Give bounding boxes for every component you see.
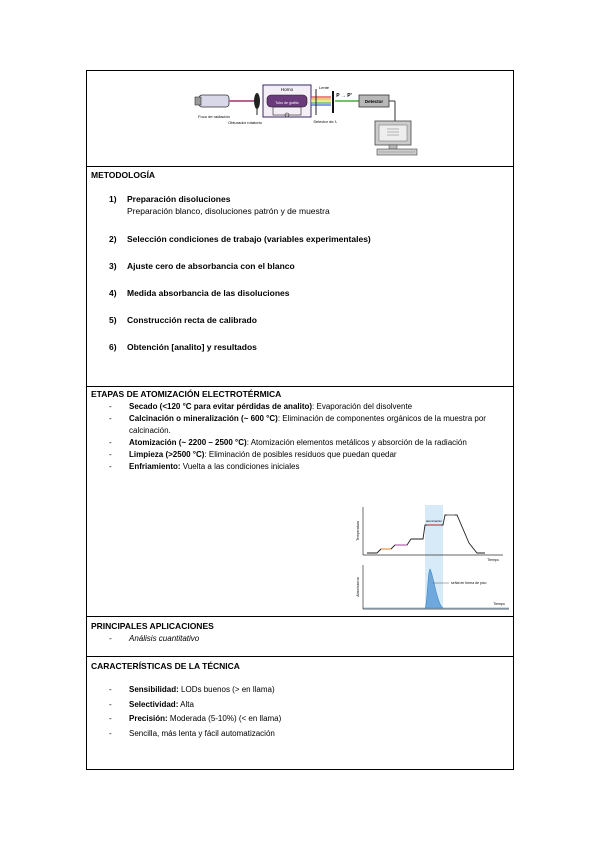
bottom-xlabel: Tiempo xyxy=(493,602,505,606)
chopper-icon xyxy=(254,93,260,115)
characteristics-title: CARACTERÍSTICAS DE LA TÉCNICA xyxy=(91,661,240,671)
list-item: - Enfriamiento: Vuelta a las condiciones iniciales xyxy=(109,462,300,471)
step-item: 1) Preparación disoluciones Preparación blanco, disoluciones patrón y de muestra xyxy=(109,194,330,216)
instrument-diagram-cell xyxy=(87,71,513,167)
list-item: - Secado (<120 °C para evitar pérdidas de analito): Evaporación del disolvente xyxy=(109,402,413,411)
detector-label: Detector xyxy=(364,99,384,104)
temperature-absorbance-chart xyxy=(353,505,511,613)
content-table xyxy=(86,70,514,770)
step-item: 2) Selección condiciones de trabajo (variables experimentales) xyxy=(109,234,371,244)
bottom-ylabel: Absorbancia xyxy=(356,577,360,597)
peak-annotation: señal en forma de pico xyxy=(451,581,487,585)
methodology-title: METODOLOGÍA xyxy=(91,170,156,180)
atomization-stages-section xyxy=(87,387,513,617)
selector-label: Selector de λ xyxy=(313,119,337,124)
list-item: - Precisión: Moderada (5-10%) (< en llama) xyxy=(109,714,282,723)
applications-section xyxy=(87,617,513,657)
computer-icon xyxy=(375,121,417,155)
step-item: 4) Medida absorbancia de las disoluciones xyxy=(109,288,290,298)
step-item: 6) Obtención [analito] y resultados xyxy=(109,342,257,352)
step-item: 3) Ajuste cero de absorbancia con el blanco xyxy=(109,261,295,271)
list-item: - Atomización (~ 2200 – 2500 °C): Atomización elementos metálicos y absorción de la radiación xyxy=(109,438,467,447)
list-item: - Sencilla, más lenta y fácil automatización xyxy=(109,728,275,738)
atomization-label: atomización xyxy=(425,519,443,523)
methodology-steps xyxy=(109,194,513,369)
characteristics-section xyxy=(87,657,513,769)
instrument-diagram xyxy=(87,71,513,166)
list-item: - Calcinación o mineralización (~ 600 °C): Eliminación de componentes orgánicos de la muestra por calcinación. xyxy=(109,414,486,435)
step-item: 5) Construcción recta de calibrado xyxy=(109,315,257,325)
tube-label: Tubo de grafito xyxy=(275,101,299,105)
methodology-section xyxy=(87,167,513,387)
applications-title: PRINCIPALES APLICACIONES xyxy=(91,621,214,631)
lamp-label: Foco de radiación xyxy=(198,114,230,119)
stages-list xyxy=(87,401,513,473)
power-label: P → P' xyxy=(336,93,352,99)
applications-list xyxy=(87,633,513,645)
list-item: - Sensibilidad: LODs buenos (> en llama) xyxy=(109,685,275,694)
stages-title: ETAPAS DE ATOMIZACIÓN ELECTROTÉRMICA xyxy=(91,389,282,399)
lens-label: Lente xyxy=(319,85,330,90)
characteristics-list xyxy=(87,683,513,741)
top-xlabel: Tiempo xyxy=(487,558,499,562)
oven-label: Horno xyxy=(280,87,294,92)
chopper-label: Obturador rotatorio xyxy=(228,120,262,125)
lamp-icon xyxy=(195,95,255,107)
top-ylabel: Temperatura xyxy=(356,521,360,541)
light-beams xyxy=(311,97,359,105)
list-item: - Limpieza (>2500 °C): Eliminación de posibles residuos que puedan quedar xyxy=(109,450,397,459)
list-item: - Selectividad: Alta xyxy=(109,699,194,709)
list-item: - Análisis cuantitativo xyxy=(109,634,200,643)
